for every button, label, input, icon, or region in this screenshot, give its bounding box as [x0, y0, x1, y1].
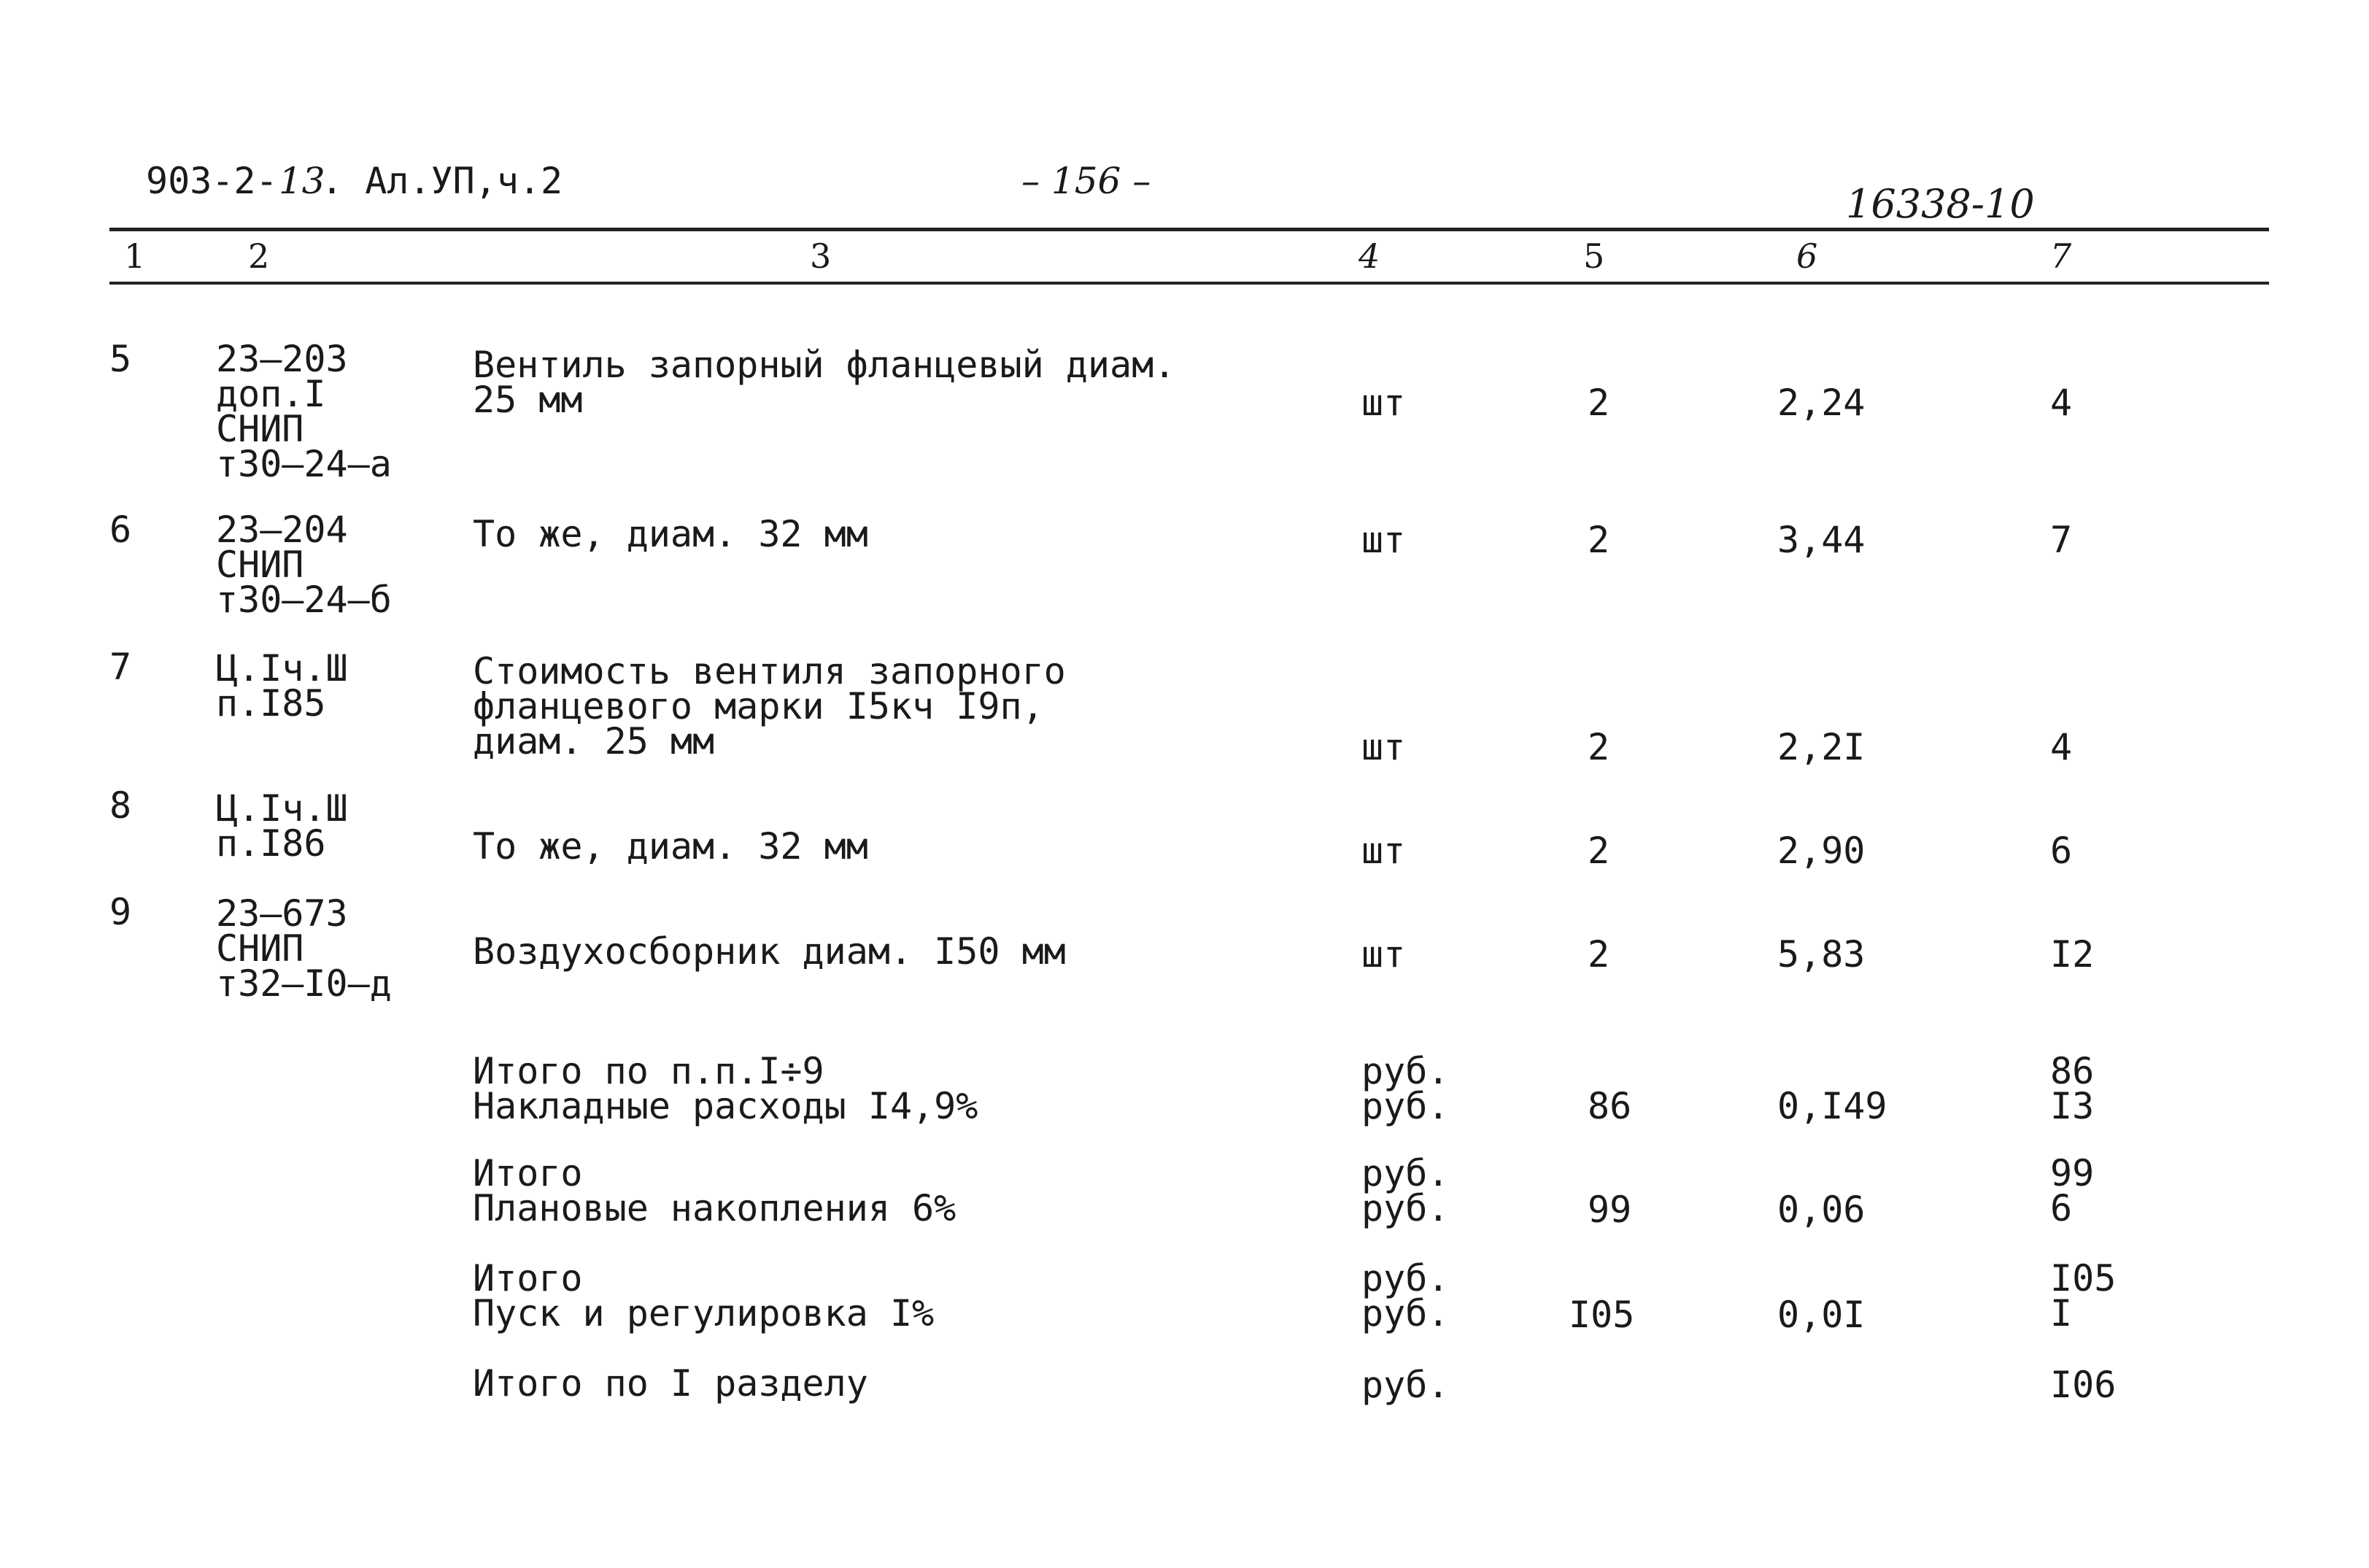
row-total: I2: [2050, 933, 2095, 976]
header-top-rule: [109, 228, 2269, 231]
row-price: 5,83: [1777, 933, 1866, 976]
row-code: Ц.Iч.Ш п.I86: [216, 787, 348, 865]
column-header-2: 2: [248, 236, 270, 276]
row-code: 23–203 доп.I СНИП т30–24–а: [216, 338, 392, 485]
stamp-number: 16338-10: [1846, 181, 2035, 227]
totals-rate: 0,06: [1777, 1189, 1866, 1231]
doc-code: 903-2-: [146, 160, 278, 202]
row-description: Воздухосборник диам. I50 мм: [473, 930, 1066, 973]
totals-label: Итого Плановые накопления 6%: [473, 1152, 957, 1229]
row-unit: шт: [1361, 726, 1406, 768]
row-description: То же, диам. 32 мм: [473, 513, 868, 555]
column-header-3: 3: [810, 236, 832, 276]
row-description: То же, диам. 32 мм: [473, 825, 868, 868]
totals-label: Итого Пуск и регулировка I%: [473, 1257, 935, 1335]
totals-value: 99 6: [2050, 1152, 2095, 1229]
row-total: 4: [2050, 726, 2073, 768]
row-number: 5: [109, 338, 132, 380]
row-price: 3,44: [1777, 519, 1866, 561]
doc-section: . Ал.УП,ч.2: [321, 160, 563, 202]
totals-rate: 0,I49: [1777, 1085, 1887, 1127]
row-total: 4: [2050, 382, 2073, 424]
row-total: 6: [2050, 830, 2073, 872]
row-total: 7: [2050, 519, 2073, 561]
row-unit: шт: [1361, 519, 1406, 561]
row-number: 6: [109, 509, 132, 551]
row-number: 7: [109, 646, 132, 688]
column-header-7: 7: [2050, 236, 2072, 276]
row-quantity: 2: [1588, 382, 1610, 424]
row-quantity: 2: [1588, 726, 1610, 768]
row-price: 2,2I: [1777, 726, 1866, 768]
column-header-1: 1: [124, 236, 146, 276]
row-code: 23–204 СНИП т30–24–б: [216, 509, 392, 621]
row-unit: шт: [1361, 830, 1406, 872]
column-header-6: 6: [1796, 236, 1818, 276]
totals-base: 86: [1588, 1085, 1632, 1127]
totals-base: I05: [1569, 1294, 1635, 1336]
column-header-4: 4: [1359, 236, 1380, 276]
section-total-label: Итого по I разделу: [473, 1362, 868, 1405]
section-total-unit: руб.: [1361, 1364, 1450, 1406]
row-description: Вентиль запорный фланцевый диам. 25 мм: [473, 344, 1176, 421]
column-header-5: 5: [1583, 236, 1605, 276]
totals-unit: руб. руб.: [1361, 1257, 1450, 1335]
row-code: Ц.Iч.Ш п.I85: [216, 647, 348, 725]
row-code: 23–673 СНИП т32–I0–д: [216, 892, 392, 1005]
row-quantity: 2: [1588, 933, 1610, 976]
page-number: – 156 –: [1021, 160, 1151, 202]
totals-label: Итого по п.п.I÷9 Накладные расходы I4,9%: [473, 1050, 978, 1127]
row-quantity: 2: [1588, 830, 1610, 872]
row-description: Стоимость вентиля запорного фланцевого марки I5кч I9п, диам. 25 мм: [473, 650, 1066, 762]
totals-rate: 0,0I: [1777, 1294, 1866, 1336]
totals-unit: руб. руб.: [1361, 1152, 1450, 1229]
row-price: 2,90: [1777, 830, 1866, 872]
section-total-value: I06: [2050, 1364, 2117, 1406]
row-quantity: 2: [1588, 519, 1610, 561]
row-number: 8: [109, 784, 132, 827]
row-number: 9: [109, 891, 132, 933]
totals-unit: руб. руб.: [1361, 1050, 1450, 1127]
row-price: 2,24: [1777, 382, 1866, 424]
row-unit: шт: [1361, 382, 1406, 424]
totals-base: 99: [1588, 1189, 1632, 1231]
doc-code-handwritten: 13: [279, 160, 325, 202]
totals-value: I05 I: [2050, 1257, 2117, 1335]
row-unit: шт: [1361, 933, 1406, 976]
totals-value: 86 I3: [2050, 1050, 2095, 1127]
header-bottom-rule: [109, 282, 2269, 285]
